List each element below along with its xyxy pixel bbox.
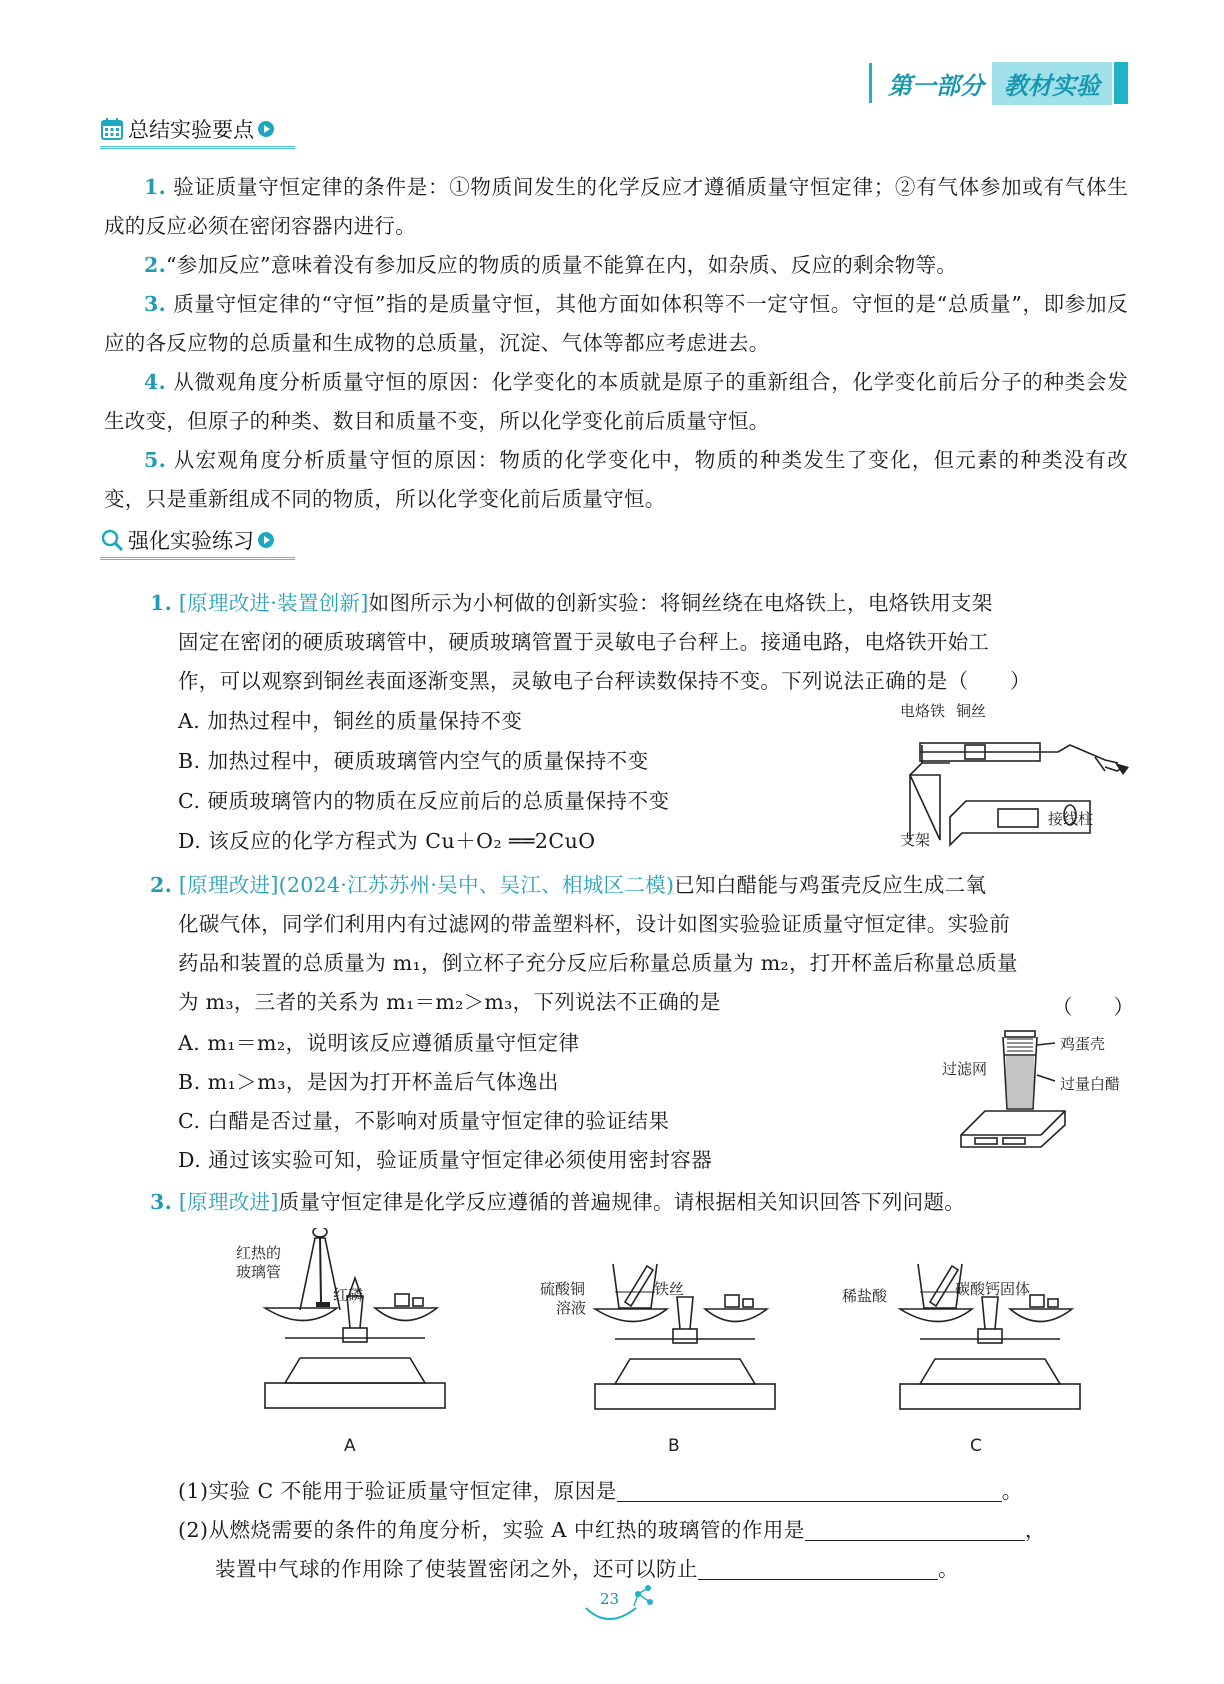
label-terminal: 接线柱 <box>1048 810 1094 828</box>
header-section: 教材实验 <box>992 62 1112 105</box>
label-copper-wire: 铜丝 <box>956 702 987 720</box>
summary-item-4: 4. 从微观角度分析质量守恒的原因：化学变化的本质就是原子的重新组合，化学变化前后分子的种类会发生改变，但原子的种类、数目和质量不变，所以化学变化前后质量守恒。 <box>104 370 1128 433</box>
label-b-iron-wire: 铁丝 <box>654 1280 685 1298</box>
label-excess-vinegar: 过量白醋 <box>1060 1075 1121 1093</box>
answer-blank-3[interactable] <box>698 1555 938 1580</box>
q2-option-b: B. m₁＞m₃，是因为打开杯盖后气体逸出 <box>178 1070 559 1094</box>
q3-sub2b: 装置中气球的作用除了使装置密闭之外，还可以防止 。 <box>215 1557 959 1581</box>
label-eggshell: 鸡蛋壳 <box>1060 1035 1106 1053</box>
label-fig-c: C <box>970 1436 982 1456</box>
summary-item-2: 2.“参加反应”意味着没有参加反应的物质的质量不能算在内，如杂质、反应的剩余物等。 <box>144 253 958 277</box>
summary-item-5: 5. 从宏观角度分析质量守恒的原因：物质的化学变化中，物质的种类发生了变化，但元素的种类没有改变，只是重新组成不同的物质，所以化学变化前后质量守恒。 <box>104 448 1128 511</box>
q1-option-b: B. 加热过程中，硬质玻璃管内空气的质量保持不变 <box>178 749 649 773</box>
summary-title: 总结实验要点 <box>128 118 254 142</box>
page-header <box>869 62 1128 104</box>
section-underline <box>100 146 295 149</box>
label-a-tube-2: 玻璃管 <box>236 1263 282 1281</box>
q2-line1: 2. [原理改进](2024·江苏苏州·吴中、吴江、相城区二模)已知白醋能与鸡蛋壳反应生成二氧 <box>150 873 987 897</box>
q3-sub2: (2)从燃烧需要的条件的角度分析，实验 A 中红热的玻璃管的作用是 ， <box>178 1518 1046 1542</box>
label-filter-mesh: 过滤网 <box>942 1060 988 1078</box>
q3-balance-b-figure <box>585 1262 785 1420</box>
calendar-icon <box>100 117 124 141</box>
q1-line3: 作，可以观察到铜丝表面逐渐变黑，灵敏电子台秤读数保持不变。下列说法正确的是（ ） <box>178 669 1031 693</box>
label-b-copper-sulfate-2: 溶液 <box>556 1299 587 1317</box>
label-stand: 支架 <box>900 831 931 849</box>
play-icon <box>258 121 274 137</box>
summary-section-heading <box>100 114 274 144</box>
q2-option-c: C. 白醋是否过量，不影响对质量守恒定律的验证结果 <box>178 1109 670 1133</box>
q1-line1: 1. [原理改进·装置创新]如图所示为小柯做的创新实验：将铜丝绕在电烙铁上，电烙铁用支架 <box>150 591 993 615</box>
label-c-dilute-hcl: 稀盐酸 <box>842 1287 888 1305</box>
header-divider <box>869 63 872 103</box>
label-soldering-iron: 电烙铁 <box>900 702 946 720</box>
q1-option-d: D. 该反应的化学方程式为 Cu＋O₂ ══2CuO <box>178 829 596 853</box>
label-b-copper-sulfate-1: 硫酸铜 <box>540 1280 586 1298</box>
practice-section-heading <box>100 525 274 555</box>
q1-option-a: A. 加热过程中，铜丝的质量保持不变 <box>178 709 523 733</box>
practice-title: 强化实验练习 <box>128 529 254 553</box>
q1-line2: 固定在密闭的硬质玻璃管中，硬质玻璃管置于灵敏电子台秤上。接通电路，电烙铁开始工 <box>178 630 990 654</box>
page-number: 23 <box>600 1590 620 1608</box>
q3-balance-a-figure <box>255 1228 455 1418</box>
play-icon <box>258 532 274 548</box>
answer-blank-1[interactable] <box>617 1477 1002 1502</box>
label-fig-b: B <box>668 1436 680 1456</box>
q1-option-c: C. 硬质玻璃管内的物质在反应前后的总质量保持不变 <box>178 789 670 813</box>
summary-item-1: 1. 验证质量守恒定律的条件是：①物质间发生的化学反应才遵循质量守恒定律；②有气体参加或有气体生成的反应必须在密闭容器内进行。 <box>104 175 1128 238</box>
q2-option-a: A. m₁＝m₂，说明该反应遵循质量守恒定律 <box>178 1031 580 1055</box>
answer-blank-2[interactable] <box>805 1516 1025 1541</box>
q2-line2: 化碳气体，同学们利用内有过滤网的带盖塑料杯，设计如图实验验证质量守恒定律。实验前 <box>178 912 1010 936</box>
q2-answer-paren: （ ） <box>1052 995 1134 1019</box>
section-underline <box>100 557 295 560</box>
header-tab-block <box>1114 62 1128 104</box>
q3-sub1: (1)实验 C 不能用于验证质量守恒定律，原因是 。 <box>178 1479 1023 1503</box>
label-a-tube-1: 红热的 <box>236 1244 282 1262</box>
label-c-calcium-carbonate: 碳酸钙固体 <box>955 1280 1031 1298</box>
q2-line4: 为 m₃，三者的关系为 m₁＝m₂＞m₃，下列说法不正确的是 <box>178 990 721 1014</box>
q2-line3: 药品和装置的总质量为 m₁，倒立杯子充分反应后称量总质量为 m₂，打开杯盖后称量总质量 <box>178 951 1018 975</box>
q3-line1: 3. [原理改进]质量守恒定律是化学反应遵循的普遍规律。请根据相关知识回答下列问题。 <box>150 1190 966 1214</box>
summary-item-3: 3. 质量守恒定律的“守恒”指的是质量守恒，其他方面如体积等不一定守恒。守恒的是“总质量”，即参加反应的各反应物的总质量和生成物的总质量，沉淀、气体等都应考虑进去。 <box>104 292 1128 355</box>
label-a-red-phosphorus: 红磷 <box>333 1286 364 1304</box>
header-part: 第一部分 <box>888 71 984 100</box>
q2-option-d: D. 通过该实验可知，验证质量守恒定律必须使用密封容器 <box>178 1148 713 1172</box>
magnifier-icon <box>100 528 124 552</box>
label-fig-a: A <box>344 1436 356 1456</box>
